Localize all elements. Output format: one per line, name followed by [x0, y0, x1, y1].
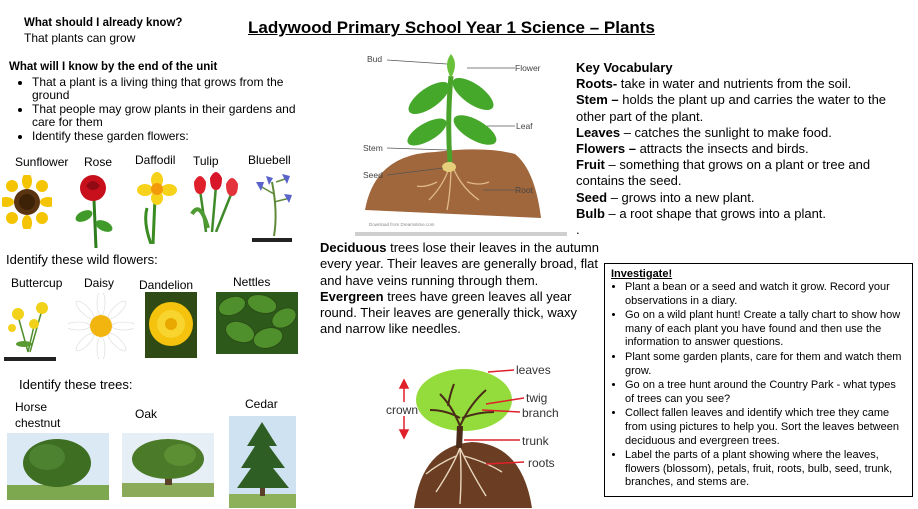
- list-item: • Identify these garden flowers:: [32, 130, 320, 143]
- oak-image: [122, 433, 214, 497]
- bluebell-label: Bluebell: [248, 153, 291, 167]
- plant-label-flower: Flower: [515, 63, 541, 73]
- vocab-item-leaves: Leaves – catches the sunlight to make food.: [576, 124, 832, 140]
- list-item: • Go on a tree hunt around the Country Park - what types of trees can you see?: [625, 379, 906, 406]
- dandelion-image: [145, 292, 197, 358]
- plant-label-seed: Seed: [363, 170, 383, 180]
- oak-label: Oak: [135, 407, 158, 421]
- dandelion-label: Dandelion: [139, 278, 194, 292]
- nettles-image: [216, 292, 298, 354]
- plant-diagram-watermark: Download from Dreamstime.com: [369, 222, 435, 227]
- list-item: • Go on a wild plant hunt! Create a tally chart to show how many of each plant you have found and then use the information to answer questions.: [625, 309, 906, 350]
- will-know-heading: What will I know by the end of the unit: [9, 61, 218, 73]
- tree-label-roots: roots: [528, 456, 555, 470]
- plant-label-bud: Bud: [367, 54, 383, 64]
- buttercup-label: Buttercup: [11, 276, 63, 290]
- evergreen-term: Evergreen: [320, 288, 384, 304]
- tree-diagram: [382, 360, 582, 508]
- list-item: • That people may grow plants in their gardens and care for them: [32, 103, 320, 129]
- trees-heading: Identify these trees:: [19, 377, 133, 392]
- list-item: • That a plant is a living thing that grows from the ground: [32, 76, 320, 102]
- tree-label-trunk: trunk: [522, 434, 549, 448]
- vocab-item-stem: Stem – holds the plant up and carries the water to the other part of the plant.: [576, 92, 887, 124]
- list-item: • Label the parts of a plant showing where the leaves, flowers (blossom), petals, fruit, roots, bulb, seed, trunk, branches, and stems are.: [625, 449, 906, 490]
- bluebell-image: [252, 172, 292, 246]
- daisy-image: [68, 293, 134, 359]
- deciduous-definition: trees lose their leaves in the autumn every year. Their leaves are generally broad, flat and have veins running through them.: [320, 240, 599, 288]
- vocab-item-flowers: Flowers – attracts the insects and birds.: [576, 141, 809, 157]
- tree-label-crown: crown: [386, 403, 419, 417]
- horse-chestnut-image: [7, 433, 109, 500]
- wild-flowers-heading: Identify these wild flowers:: [6, 252, 158, 267]
- already-know-heading: What should I already know?: [24, 17, 183, 29]
- vocab-item-bulb: Bulb – a root shape that grows into a plant.: [576, 205, 827, 221]
- rose-label: Rose: [84, 155, 113, 169]
- vocab-trailing: .: [576, 222, 580, 238]
- tulip-label: Tulip: [193, 154, 219, 168]
- deciduous-term: Deciduous: [320, 240, 387, 255]
- buttercup-image: [4, 296, 56, 362]
- investigate-heading: Investigate!: [611, 268, 673, 280]
- sunflower-image: [2, 175, 52, 229]
- daisy-label: Daisy: [84, 276, 115, 290]
- vocab-item-fruit: Fruit – something that grows on a plant or tree and contains the seed.: [576, 157, 871, 189]
- investigate-list: [611, 281, 906, 490]
- key-vocabulary: [576, 60, 916, 238]
- vocab-item-seed: Seed – grows into a new plant.: [576, 189, 755, 205]
- will-know-list: [10, 76, 320, 144]
- daffodil-label: Daffodil: [135, 153, 176, 167]
- cedar-image: [229, 416, 296, 508]
- cedar-label: Cedar: [245, 397, 278, 411]
- list-item: • Plant a bean or a seed and watch it grow. Record your observations in a diary.: [625, 281, 906, 308]
- horse-chestnut-label: Horse chestnut: [15, 400, 61, 430]
- page-title: Ladywood Primary School Year 1 Science – Plants: [248, 18, 655, 37]
- sunflower-label: Sunflower: [15, 155, 69, 169]
- vocab-item-roots: Roots- take in water and nutrients from the soil.: [576, 76, 852, 92]
- plant-diagram: [355, 50, 567, 236]
- already-know-text: That plants can grow: [24, 31, 136, 45]
- vocabulary-heading: Key Vocabulary: [576, 60, 673, 75]
- plant-label-leaf: Leaf: [516, 121, 533, 131]
- tree-label-branch: branch: [522, 406, 559, 420]
- list-item: • Collect fallen leaves and identify which tree they came from using pictures to help you. Sort the leaves between deciduous and evergreen trees.: [625, 407, 906, 448]
- nettles-label: Nettles: [233, 275, 271, 289]
- tree-label-twig: twig: [526, 391, 548, 405]
- evergreen-definition: trees have green leaves all year round. Their leaves are generally thick, waxy and narrow like needles.: [320, 288, 577, 337]
- tree-label-leaves: leaves: [516, 363, 551, 377]
- plant-label-root: Root: [515, 185, 533, 195]
- tree-types-text: [320, 240, 602, 338]
- investigate-box: [604, 263, 913, 497]
- plant-label-stem: Stem: [363, 143, 383, 153]
- rose-image: [74, 172, 114, 248]
- tulip-image: [186, 170, 244, 232]
- daffodil-image: [137, 172, 177, 244]
- list-item: • Plant some garden plants, care for them and watch them grow.: [625, 351, 906, 378]
